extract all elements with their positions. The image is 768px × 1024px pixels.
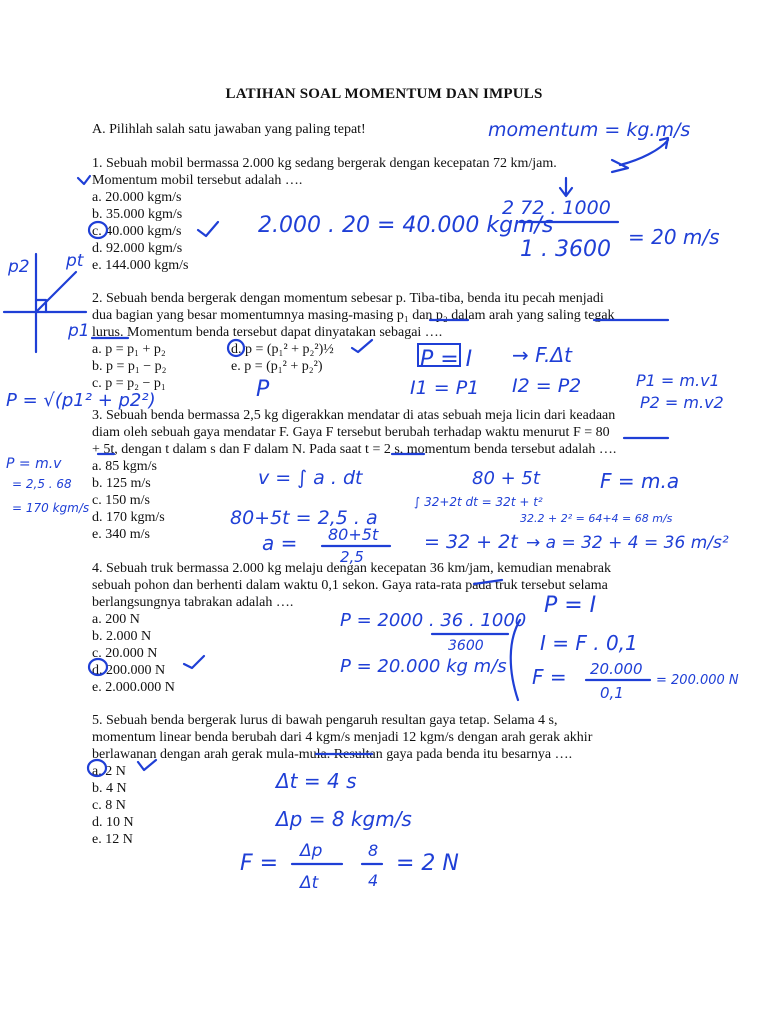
hw-q2-p2mv: P2 = m.v2 (640, 393, 724, 412)
hw-q4-p1: P = 2000 . 36 . 1000 (340, 610, 527, 631)
q2-option-a: a. p = p₁ + p₂ (92, 342, 166, 357)
q3-text-line3: + 5t, dengan t dalam s dan F dalam N. Pada saat t = 2 s, momentum benda tersebut adalah …. (92, 442, 617, 457)
hw-arrow-left (612, 160, 628, 172)
q2-option-c: c. p = p₂ − p₁ (92, 376, 166, 391)
hw-momentum-unit: momentum = kg.m/s (488, 119, 691, 141)
q1-option-e: e. 144.000 kgm/s (92, 258, 189, 273)
hw-q3-a-final: → a = 32 + 4 = 36 m/s² (526, 533, 729, 553)
hw-arrow-curve (620, 140, 668, 165)
q1-text-line1: 1. Sebuah mobil bermassa 2.000 kg sedang bergerak dengan kecepatan 72 km/jam. (92, 156, 557, 171)
hw-q2-pi: P = I (420, 347, 473, 372)
hw-q3-fma: F = m.a (600, 469, 680, 493)
q4-option-a: a. 200 N (92, 612, 140, 627)
q1-option-d: d. 92.000 kgm/s (92, 241, 183, 256)
q3-option-e: e. 340 m/s (92, 527, 150, 542)
hw-q4-i: I = F . 0,1 (540, 631, 638, 655)
hw-q1-speed-result: = 20 m/s (628, 225, 720, 249)
hw-q2-formula: P = √(p1² + p2²) (6, 390, 156, 411)
hw-q3-int: ∫ 32+2t dt = 32t + t² (414, 495, 543, 509)
hw-q3-a: a = (262, 531, 298, 555)
hw-q1-check (198, 222, 218, 236)
q1-option-c: c. 40.000 kgm/s (92, 224, 182, 239)
hw-q5-frac-num: 8 (368, 841, 379, 860)
hw-q2-p1mv: P1 = m.v1 (636, 371, 720, 390)
q4-text-line1: 4. Sebuah truk bermassa 2.000 kg melaju dengan kecepatan 36 km/jam, kemudian menabrak (92, 561, 612, 576)
q4-option-b: b. 2.000 N (92, 629, 152, 644)
page-title: LATIHAN SOAL MOMENTUM DAN IMPULS (225, 86, 543, 102)
q5-option-c: c. 8 N (92, 798, 126, 813)
q4-option-e: e. 2.000.000 N (92, 680, 175, 695)
hw-q2-i1: I1 = P1 (410, 377, 480, 399)
hw-q5-f-den: Δt (300, 873, 319, 893)
q5-option-d: d. 10 N (92, 815, 134, 830)
hw-q3-f: 80 + 5t (472, 468, 540, 489)
instruction: A. Pilihlah salah satu jawaban yang paling tepat! (92, 122, 366, 137)
hw-q4-den: 3600 (448, 638, 484, 654)
q2-text-line2: dua bagian yang besar momentumnya masing-masing p₁ dan p₂ dalam arah yang saling tegak (92, 308, 615, 323)
hw-q4-f-num: 20.000 (590, 660, 643, 678)
hw-label-p2: p2 (8, 257, 30, 277)
q3-option-d: d. 170 kgm/s (92, 510, 165, 525)
hw-q3-a-den: 2,5 (340, 548, 364, 566)
hw-arrow-down (560, 178, 572, 196)
hw-vector-right-angle (36, 300, 46, 312)
hw-q3-eq: 80+5t = 2,5 . a (230, 507, 378, 529)
hw-label-p1: p1 (68, 321, 90, 341)
q5-option-b: b. 4 N (92, 781, 127, 796)
hw-q1-check-left (78, 176, 90, 184)
q2-option-e: e. p = (p₁² + p₂²) (231, 359, 323, 374)
q3-text-line1: 3. Sebuah benda bermassa 2,5 kg digerakkan mendatar di atas sebuah meja licin dari keadaan (92, 408, 616, 423)
hw-q4-brace (511, 620, 520, 700)
hw-label-pt: pt (66, 251, 84, 271)
hw-q4-f-res: = 200.000 N (656, 673, 739, 688)
q3-text-line2: diam oleh sebuah gaya mendatar F. Gaya F tersebut berubah terhadap waktu menurut F = 80 (92, 425, 610, 440)
hw-q5-f: F = (240, 851, 279, 876)
hw-q4-f-den: 0,1 (600, 684, 624, 702)
q5-text-line2: momentum linear benda berubah dari 4 kgm/s menjadi 12 kgm/s dengan arah gerak akhir (92, 730, 593, 745)
hw-q1-speed-num: 2 72 . 1000 (502, 197, 611, 219)
hw-q5-res: = 2 N (396, 851, 459, 876)
hw-q3-a-num: 80+5t (328, 525, 379, 544)
q3-option-b: b. 125 m/s (92, 476, 151, 491)
hw-q5-frac-den: 4 (368, 871, 379, 890)
hw-q5-dp: Δp = 8 kgm/s (276, 807, 412, 831)
q1-option-a: a. 20.000 kgm/s (92, 190, 182, 205)
hw-q5-dt: Δt = 4 s (276, 769, 357, 793)
q5-option-e: e. 12 N (92, 832, 133, 847)
q4-option-d: d. 200.000 N (92, 663, 166, 678)
hw-arrow-head (660, 138, 668, 148)
q2-option-b: b. p = p₁ − p₂ (92, 359, 167, 374)
q3-option-a: a. 85 kgm/s (92, 459, 157, 474)
q5-option-a: a. 2 N (92, 764, 126, 779)
hw-q2-box (418, 344, 460, 366)
q5-text-line1: 5. Sebuah benda bergerak lurus di bawah pengaruh resultan gaya tetap. Selama 4 s, (92, 713, 558, 728)
q1-option-b: b. 35.000 kgm/s (92, 207, 183, 222)
hw-q2-i2: I2 = P2 (512, 375, 582, 397)
hw-q4-check (184, 656, 204, 668)
hw-q1-calc: 2.000 . 20 = 40.000 kgm/s (258, 213, 554, 238)
hw-q5-f-num: Δp (300, 841, 323, 861)
q2-text-line1: 2. Sebuah benda bergerak dengan momentum sebesar p. Tiba-tiba, benda itu pecah menjadi (92, 291, 604, 306)
hw-vector-resultant (36, 272, 76, 312)
q2-text-line3: lurus. Momentum benda tersebut dapat dinyatakan sebagai …. (92, 325, 443, 340)
hw-q4-p2: P = 20.000 kg m/s (340, 656, 507, 677)
hw-q3-p-val: = 2,5 . 68 (12, 477, 72, 491)
hw-q3-int2: 32.2 + 2² = 64+4 = 68 m/s (520, 512, 673, 525)
hw-q3-p-res: = 170 kgm/s (12, 501, 90, 515)
q1-text-line2: Momentum mobil tersebut adalah …. (92, 173, 303, 188)
hw-q4-pi: P = I (544, 593, 597, 618)
q4-option-c: c. 20.000 N (92, 646, 158, 661)
q2-option-d: d. p = (p₁² + p₂²)½ (231, 342, 334, 357)
q3-option-c: c. 150 m/s (92, 493, 150, 508)
q4-text-line2: sebuah pohon dan berhenti dalam waktu 0,1 sekon. Gaya rata-rata pada truk tersebut selama (92, 578, 608, 593)
hw-q2-p: P (256, 377, 270, 402)
hw-q4-f: F = (532, 665, 567, 689)
hw-q1-speed-den: 1 . 3600 (520, 237, 611, 262)
hw-q3-pmv: P = m.v (6, 456, 62, 472)
hw-q3-v: v = ∫ a . dt (258, 467, 363, 489)
hw-q2-arrow: → F.Δt (512, 343, 572, 367)
q4-text-line3: berlangsungnya tabrakan adalah …. (92, 595, 294, 610)
q5-text-line3: berlawanan dengan arah gerak mula-mula. Resultan gaya pada benda itu besarnya …. (92, 747, 573, 762)
hw-q2-check (352, 340, 372, 352)
hw-q3-a-res: = 32 + 2t (424, 531, 518, 553)
